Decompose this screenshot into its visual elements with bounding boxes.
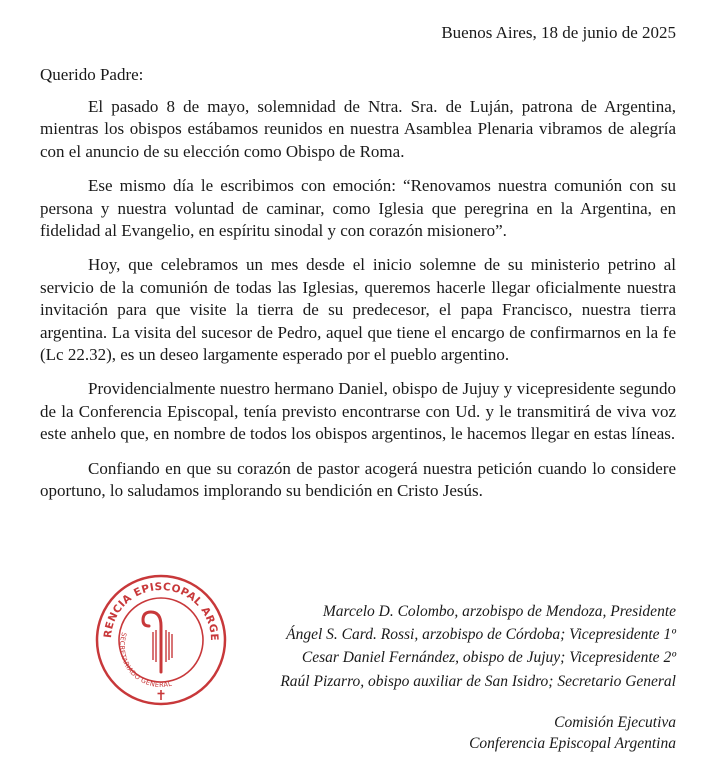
crozier-icon [143, 612, 161, 672]
letter-greeting: Querido Padre: [40, 65, 144, 84]
letter-date: Buenos Aires, 18 de junio de 2025 [441, 23, 676, 42]
cross-icon [158, 690, 165, 700]
signatories-block [280, 600, 676, 693]
committee-name: Comisión Ejecutiva [554, 714, 676, 731]
conference-name: Conferencia Episcopal Argentina [469, 735, 676, 752]
paragraph-1: El pasado 8 de mayo, solemnidad de Ntra. Sra. de Luján, patrona de Argentina, mientras los obispos estábamos reunidos en nuestra Asamblea Plenaria vibramos de alegría con el anuncio de su elección como Obispo de Roma. [40, 97, 676, 161]
signatory-secretary: Raúl Pizarro, obispo auxiliar de San Isidro; Secretario General [280, 672, 676, 690]
signatory-president: Marcelo D. Colombo, arzobispo de Mendoza, Presidente [322, 603, 676, 620]
seal-inner-text: SECRETARIADO GENERAL [117, 631, 173, 690]
svg-text:SECRETARIADO GENERAL [118, 631, 173, 689]
paragraph-5: Confiando en que su corazón de pastor acogerá nuestra petición cuando lo considere oportuno, lo saludamos implorando su bendición en Cristo Jesús. [40, 458, 676, 501]
paragraph-4: Providencialmente nuestro hermano Daniel, obispo de Jujuy y vicepresidente segundo de la Conferencia Episcopal, tenía previsto encontrarse con Ud. y le transmitirá de viva voz este anhelo que, en nombre de todos los obispos argentinos, le hacemos llegar en estas líneas. [40, 379, 676, 444]
committee-block [469, 712, 676, 754]
letter-body [40, 96, 676, 515]
seal-icon [93, 572, 229, 708]
paragraph-2: Ese mismo día le escribimos con emoción: “Renovamos nuestra comunión con su persona y nuestra voluntad de caminar, como Iglesia que peregrina en la Argentina, en fidelidad al Evangelio, en espíritu sinodal y con corazón misionero”. [40, 176, 676, 241]
paragraph-3: Hoy, que celebramos un mes desde el inicio solemne de su ministerio petrino al servicio de la comunión de todas las Iglesias, queremos hacerle llegar oficialmente nuestra invitación para que visite la tierra de su predecesor, el papa Francisco, nuestra tierra argentina. La visita del sucesor de Pedro, aquel que tiene el encargo de confirmarnos en la fe (Lc 22.32), es un deseo largamente esperado por el pueblo argentino. [40, 255, 676, 365]
seal-outer-text: RENCIA EPISCOPAL ARGE [101, 580, 221, 642]
episcopal-seal [93, 572, 229, 708]
signatory-vicepresident-1: Ángel S. Card. Rossi, arzobispo de Córdoba; Vicepresidente 1º [286, 626, 676, 644]
signatory-vicepresident-2: Cesar Daniel Fernández, obispo de Jujuy; Vicepresidente 2º [301, 649, 676, 667]
